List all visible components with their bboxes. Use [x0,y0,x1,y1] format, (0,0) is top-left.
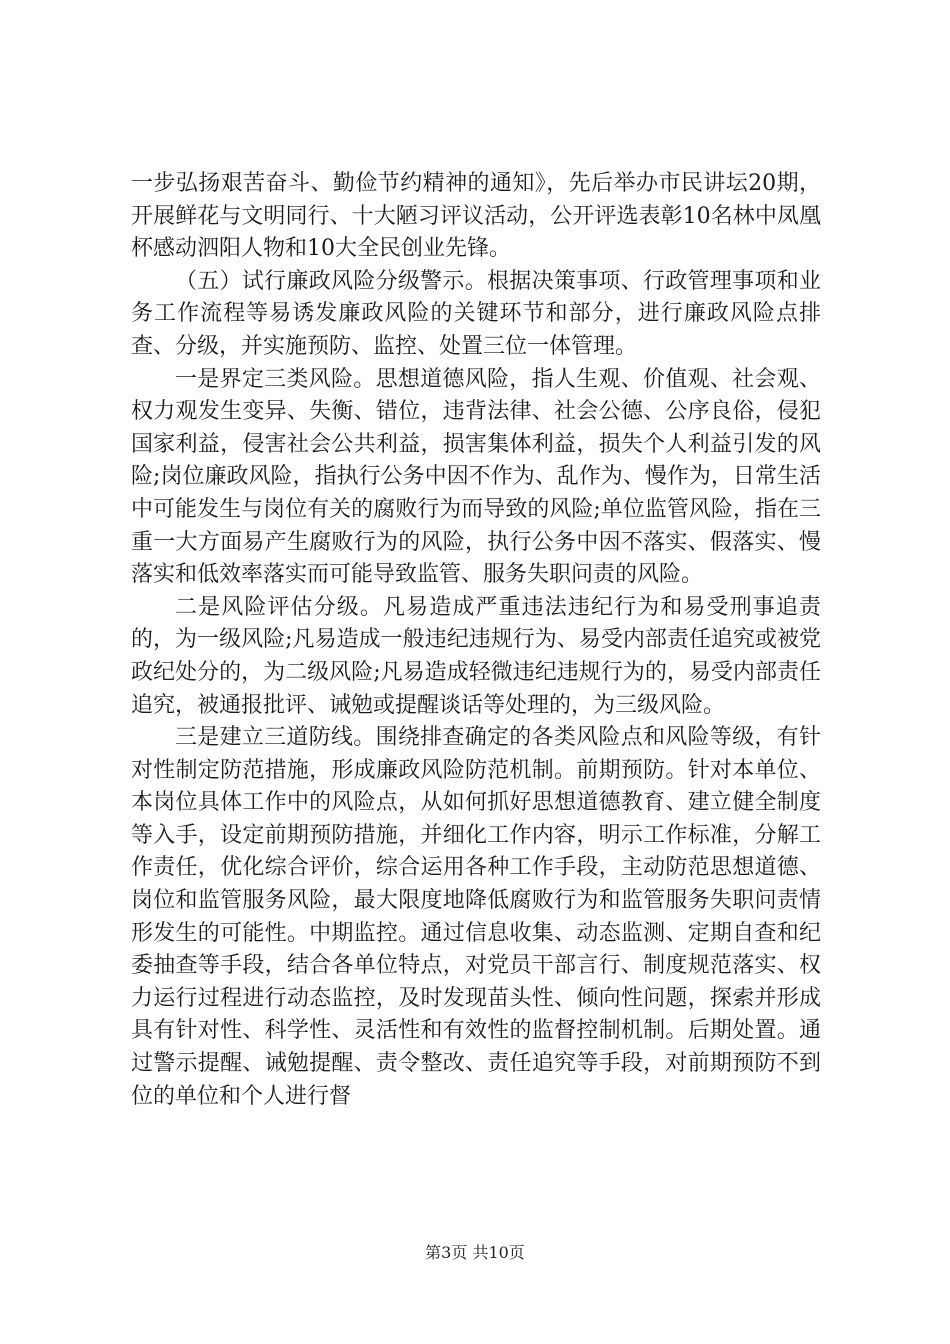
paragraph-4: 二是风险评估分级。凡易造成严重违法违纪行为和易受刑事追责的，为一级风险;凡易造成一般违纪违规行为、易受内部责任追究或被党政纪处分的，为二级风险;凡易造成轻微违纪违规行为的，易受内部责任追究，被通报批评、诫勉或提醒谈话等处理的，为三级风险。 [131,594,821,718]
paragraph-3: 一是界定三类风险。思想道德风险，指人生观、价值观、社会观、权力观发生变异、失衡、错位，违背法律、社会公德、公序良俗，侵犯国家利益，侵害社会公共利益，损害集体利益，损失个人利益引发的风险;岗位廉政风险，指执行公务中因不作为、乱作为、慢作为，日常生活中可能发生与岗位有关的腐败行为而导致的风险;单位监管风险，指在三重一大方面易产生腐败行为的风险，执行公务中因不落实、假落实、慢落实和低效率落实而可能导致监管、服务失职问责的风险。 [131,366,821,588]
paragraph-2: （五）试行廉政风险分级警示。根据决策事项、行政管理事项和业务工作流程等易诱发廉政风险的关键环节和部分，进行廉政风险点排查、分级，并实施预防、监控、处置三位一体管理。 [131,268,821,359]
document-body [131,168,821,1113]
page-number-footer: 第3页 共10页 [425,1243,525,1262]
paragraph-5: 三是建立三道防线。围绕排查确定的各类风险点和风险等级，有针对性制定防范措施，形成廉政风险防范机制。前期预防。针对本单位、本岗位具体工作中的风险点，从如何抓好思想道德教育、建立健全制度等入手，设定前期预防措施，并细化工作内容，明示工作标准，分解工作责任，优化综合评价，综合运用各种工作手段，主动防范思想道德、岗位和监管服务风险，最大限度地降低腐败行为和监管服务失职问责情形发生的可能性。中期监控。通过信息收集、动态监测、定期自查和纪委抽查等手段，结合各单位特点，对党员干部言行、制度规范落实、权力运行过程进行动态监控，及时发现苗头性、倾向性问题，探索并形成具有针对性、科学性、灵活性和有效性的监督控制机制。后期处置。通过警示提醒、诫勉提醒、责令整改、责任追究等手段，对前期预防不到位的单位和个人进行督 [131,725,821,1109]
paragraph-1: 一步弘扬艰苦奋斗、勤俭节约精神的通知》，先后举办市民讲坛20期，开展鲜花与文明同行、十大陋习评议活动，公开评选表彰10名林中凤凰杯感动泗阳人物和10大全民创业先锋。 [131,171,821,262]
